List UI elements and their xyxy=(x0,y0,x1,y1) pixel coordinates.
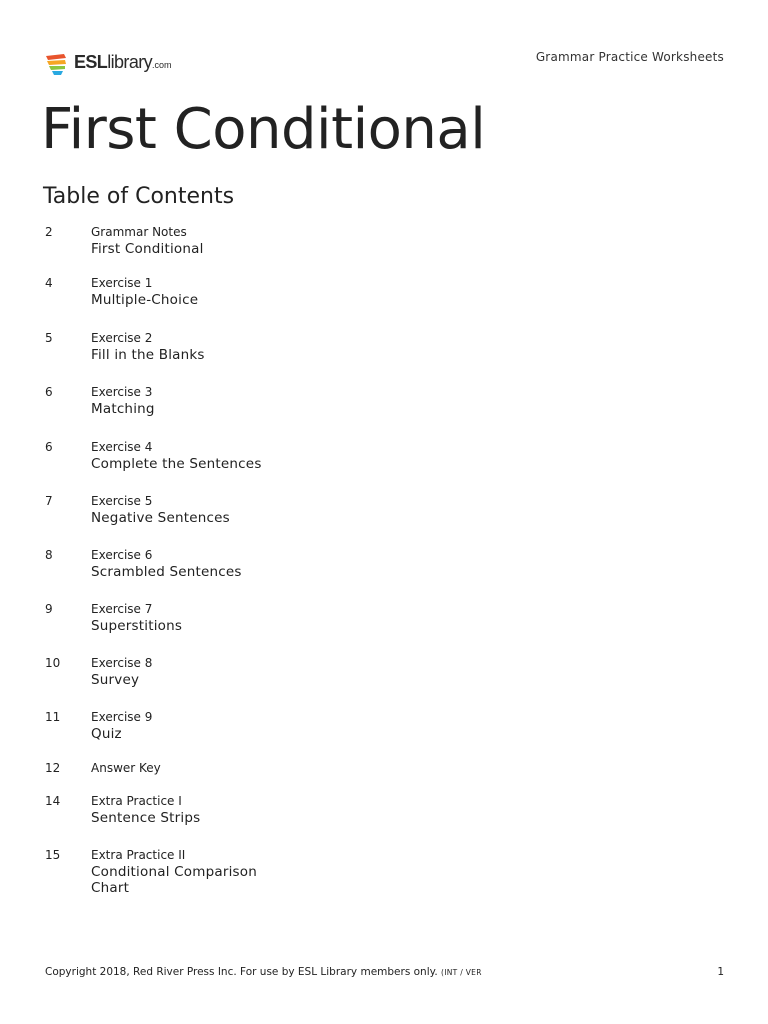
toc-entry[interactable] xyxy=(45,224,685,257)
toc-entry-subtitle: Scrambled Sentences xyxy=(91,564,242,580)
worksheet-series-label: Grammar Practice Worksheets xyxy=(535,50,724,64)
toc-entry-label: Exercise 2 xyxy=(91,331,153,345)
toc-page-number: 9 xyxy=(45,602,53,616)
toc-entry-text xyxy=(91,847,271,896)
toc-entry-subtitle: Survey xyxy=(91,672,140,688)
toc-entry[interactable] xyxy=(45,709,685,742)
toc-entry-subtitle: Superstitions xyxy=(91,618,183,634)
toc-entry-label: Exercise 3 xyxy=(91,385,153,399)
toc-entry-label: Extra Practice II xyxy=(91,848,186,862)
toc-entry[interactable] xyxy=(45,655,685,688)
toc-entry-text xyxy=(91,224,271,257)
toc-entry-text xyxy=(91,493,271,526)
toc-entry-label: Exercise 9 xyxy=(91,710,153,724)
footer-copyright: Copyright 2018, Red River Press Inc. For use by ESL Library members only. (INT / VER xyxy=(45,966,482,978)
toc-entry-text xyxy=(91,439,271,472)
toc-entry-subtitle: Complete the Sentences xyxy=(91,456,262,472)
toc-entry-subtitle: Sentence Strips xyxy=(91,810,201,826)
toc-page-number: 12 xyxy=(45,761,61,775)
toc-entry[interactable] xyxy=(45,760,685,777)
toc-entry-label: Answer Key xyxy=(91,761,161,775)
toc-entry[interactable] xyxy=(45,793,685,826)
toc-entry[interactable] xyxy=(45,847,685,896)
toc-entry-label: Exercise 6 xyxy=(91,548,153,562)
toc-entry-subtitle: Fill in the Blanks xyxy=(91,347,205,363)
toc-entry-label: Extra Practice I xyxy=(91,794,182,808)
toc-page-number: 5 xyxy=(45,331,53,345)
toc-entry-subtitle: Negative Sentences xyxy=(91,510,230,526)
toc-entry-subtitle: First Conditional xyxy=(91,241,204,257)
toc-entry[interactable] xyxy=(45,275,685,308)
toc-entry-label: Exercise 4 xyxy=(91,440,153,454)
toc-entry-text xyxy=(91,384,271,417)
toc-entry-text xyxy=(91,709,271,742)
toc-entry-text xyxy=(91,275,271,308)
esl-library-logo xyxy=(44,50,172,76)
toc-entry-label: Exercise 1 xyxy=(91,276,153,290)
toc-entry-label: Exercise 7 xyxy=(91,602,153,616)
footer-version: (INT / VER xyxy=(441,968,482,977)
toc-page-number: 15 xyxy=(45,848,61,862)
toc-page-number: 8 xyxy=(45,548,53,562)
toc-entry-label: Grammar Notes xyxy=(91,225,187,239)
toc-entry-label: Exercise 5 xyxy=(91,494,153,508)
footer-page-number: 1 xyxy=(717,966,724,978)
toc-entry-label: Exercise 8 xyxy=(91,656,153,670)
toc-page-number: 7 xyxy=(45,494,53,508)
toc-entry[interactable] xyxy=(45,601,685,634)
toc-page-number: 11 xyxy=(45,710,61,724)
toc-entry[interactable] xyxy=(45,384,685,417)
toc-entry[interactable] xyxy=(45,493,685,526)
toc-page-number: 4 xyxy=(45,276,53,290)
toc-entry-subtitle: Matching xyxy=(91,401,155,417)
toc-page-number: 2 xyxy=(45,225,53,239)
toc-entry-text xyxy=(91,655,271,688)
toc-entry-subtitle: Conditional Comparison Chart xyxy=(91,864,257,896)
toc-entry-text xyxy=(91,330,271,363)
toc-entry[interactable] xyxy=(45,439,685,472)
toc-entry-text xyxy=(91,793,271,826)
logo-stripes-icon xyxy=(44,52,70,76)
toc-page-number: 10 xyxy=(45,656,61,670)
table-of-contents xyxy=(45,224,685,896)
toc-entry-text xyxy=(91,760,271,777)
toc-entry-subtitle: Multiple-Choice xyxy=(91,292,199,308)
toc-entry[interactable] xyxy=(45,547,685,580)
toc-page-number: 6 xyxy=(45,385,53,399)
page-title: First Conditional xyxy=(41,97,486,162)
toc-entry-subtitle: Quiz xyxy=(91,726,122,742)
toc-heading: Table of Contents xyxy=(43,184,235,209)
toc-entry[interactable] xyxy=(45,330,685,363)
toc-entry-text xyxy=(91,601,271,634)
logo-wordmark: ESLlibrary.com xyxy=(74,52,172,72)
toc-page-number: 14 xyxy=(45,794,61,808)
toc-page-number: 6 xyxy=(45,440,53,454)
toc-entry-text xyxy=(91,547,271,580)
